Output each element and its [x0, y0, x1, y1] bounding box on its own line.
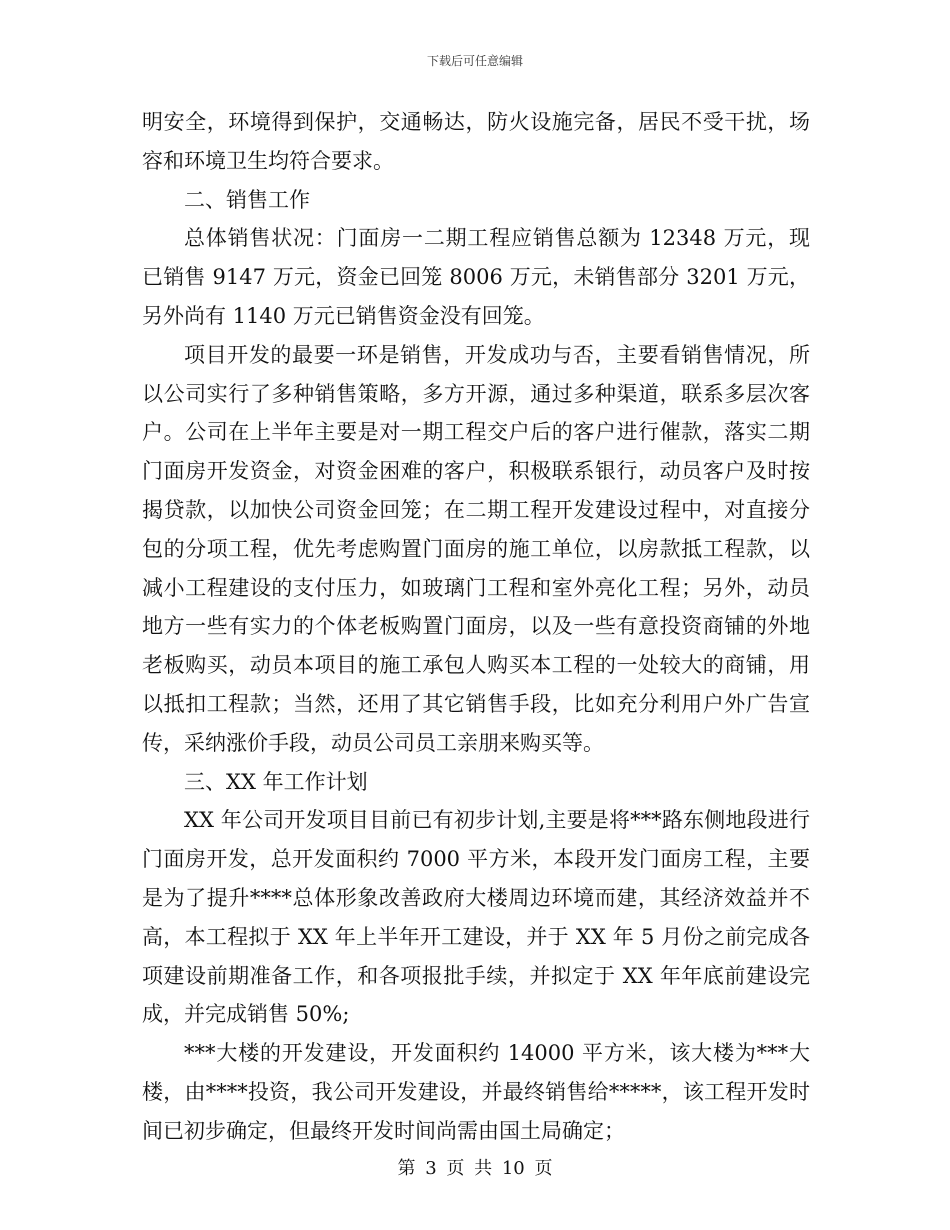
paragraph-sales-summary: 总体销售状况：门面房一二期工程应销售总额为 12348 万元，现已销售 9147 万元，资金已回笼 8006 万元，未销售部分 3201 万元，另外尚有 1140 万元已销售资金没有回笼。 — [142, 226, 810, 328]
document-body — [142, 103, 810, 1151]
paragraph-sales-strategy: 项目开发的最要一环是销售，开发成功与否，主要看销售情况，所以公司实行了多种销售策略，多方开源，通过多种渠道，联系多层次客户。公司在上半年主要是对一期工程交户后的客户进行催款，落实二期门面房开发资金，对资金困难的客户，积极联系银行，动员客户及时按揭贷款，以加快公司资金回笼；在二期工程开发建设过程中，对直接分包的分项工程，优先考虑购置门面房的施工单位，以房款抵工程款，以减小工程建设的支付压力，如玻璃门工程和室外亮化工程；另外，动员地方一些有实力的个体老板购置门面房，以及一些有意投资商铺的外地老板购买，动员本项目的施工承包人购买本工程的一处较大的商铺，用以抵扣工程款；当然，还用了其它销售手段，比如充分利用户外广告宣传，采纳涨价手段，动员公司员工亲朋来购买等。 — [142, 342, 810, 755]
section-heading-work-plan: 三、XX 年工作计划 — [184, 769, 368, 794]
paragraph-plan-building: ***大楼的开发建设，开发面积约 14000 平方米，该大楼为***大楼，由****投资，我公司开发建设，并最终销售给*****，该工程开发时间已初步确定，但最终开发时间尚需由国土局确定； — [142, 1041, 810, 1143]
page-header: 下载后可任意编辑 — [426, 54, 523, 68]
section-heading-sales: 二、销售工作 — [184, 187, 310, 212]
page-footer: 第 3 页 共 10 页 — [397, 1158, 553, 1179]
paragraph-plan-storefront: XX 年公司开发项目目前已有初步计划,主要是将***路东侧地段进行门面房开发，总开发面积约 7000 平方米，本段开发门面房工程，主要是为了提升****总体形象改善政府大楼周边环境而建，其经济效益并不高，本工程拟于 XX 年上半年开工建设，并于 XX 年 5 月份之前完成各项建设前期准备工作，和各项报批手续，并拟定于 XX 年年底前建设完成，并完成销售 50%; — [142, 808, 810, 1027]
paragraph-intro-continuation: 明安全，环境得到保护，交通畅达，防火设施完备，居民不受干扰，场容和环境卫生均符合要求。 — [142, 110, 810, 173]
